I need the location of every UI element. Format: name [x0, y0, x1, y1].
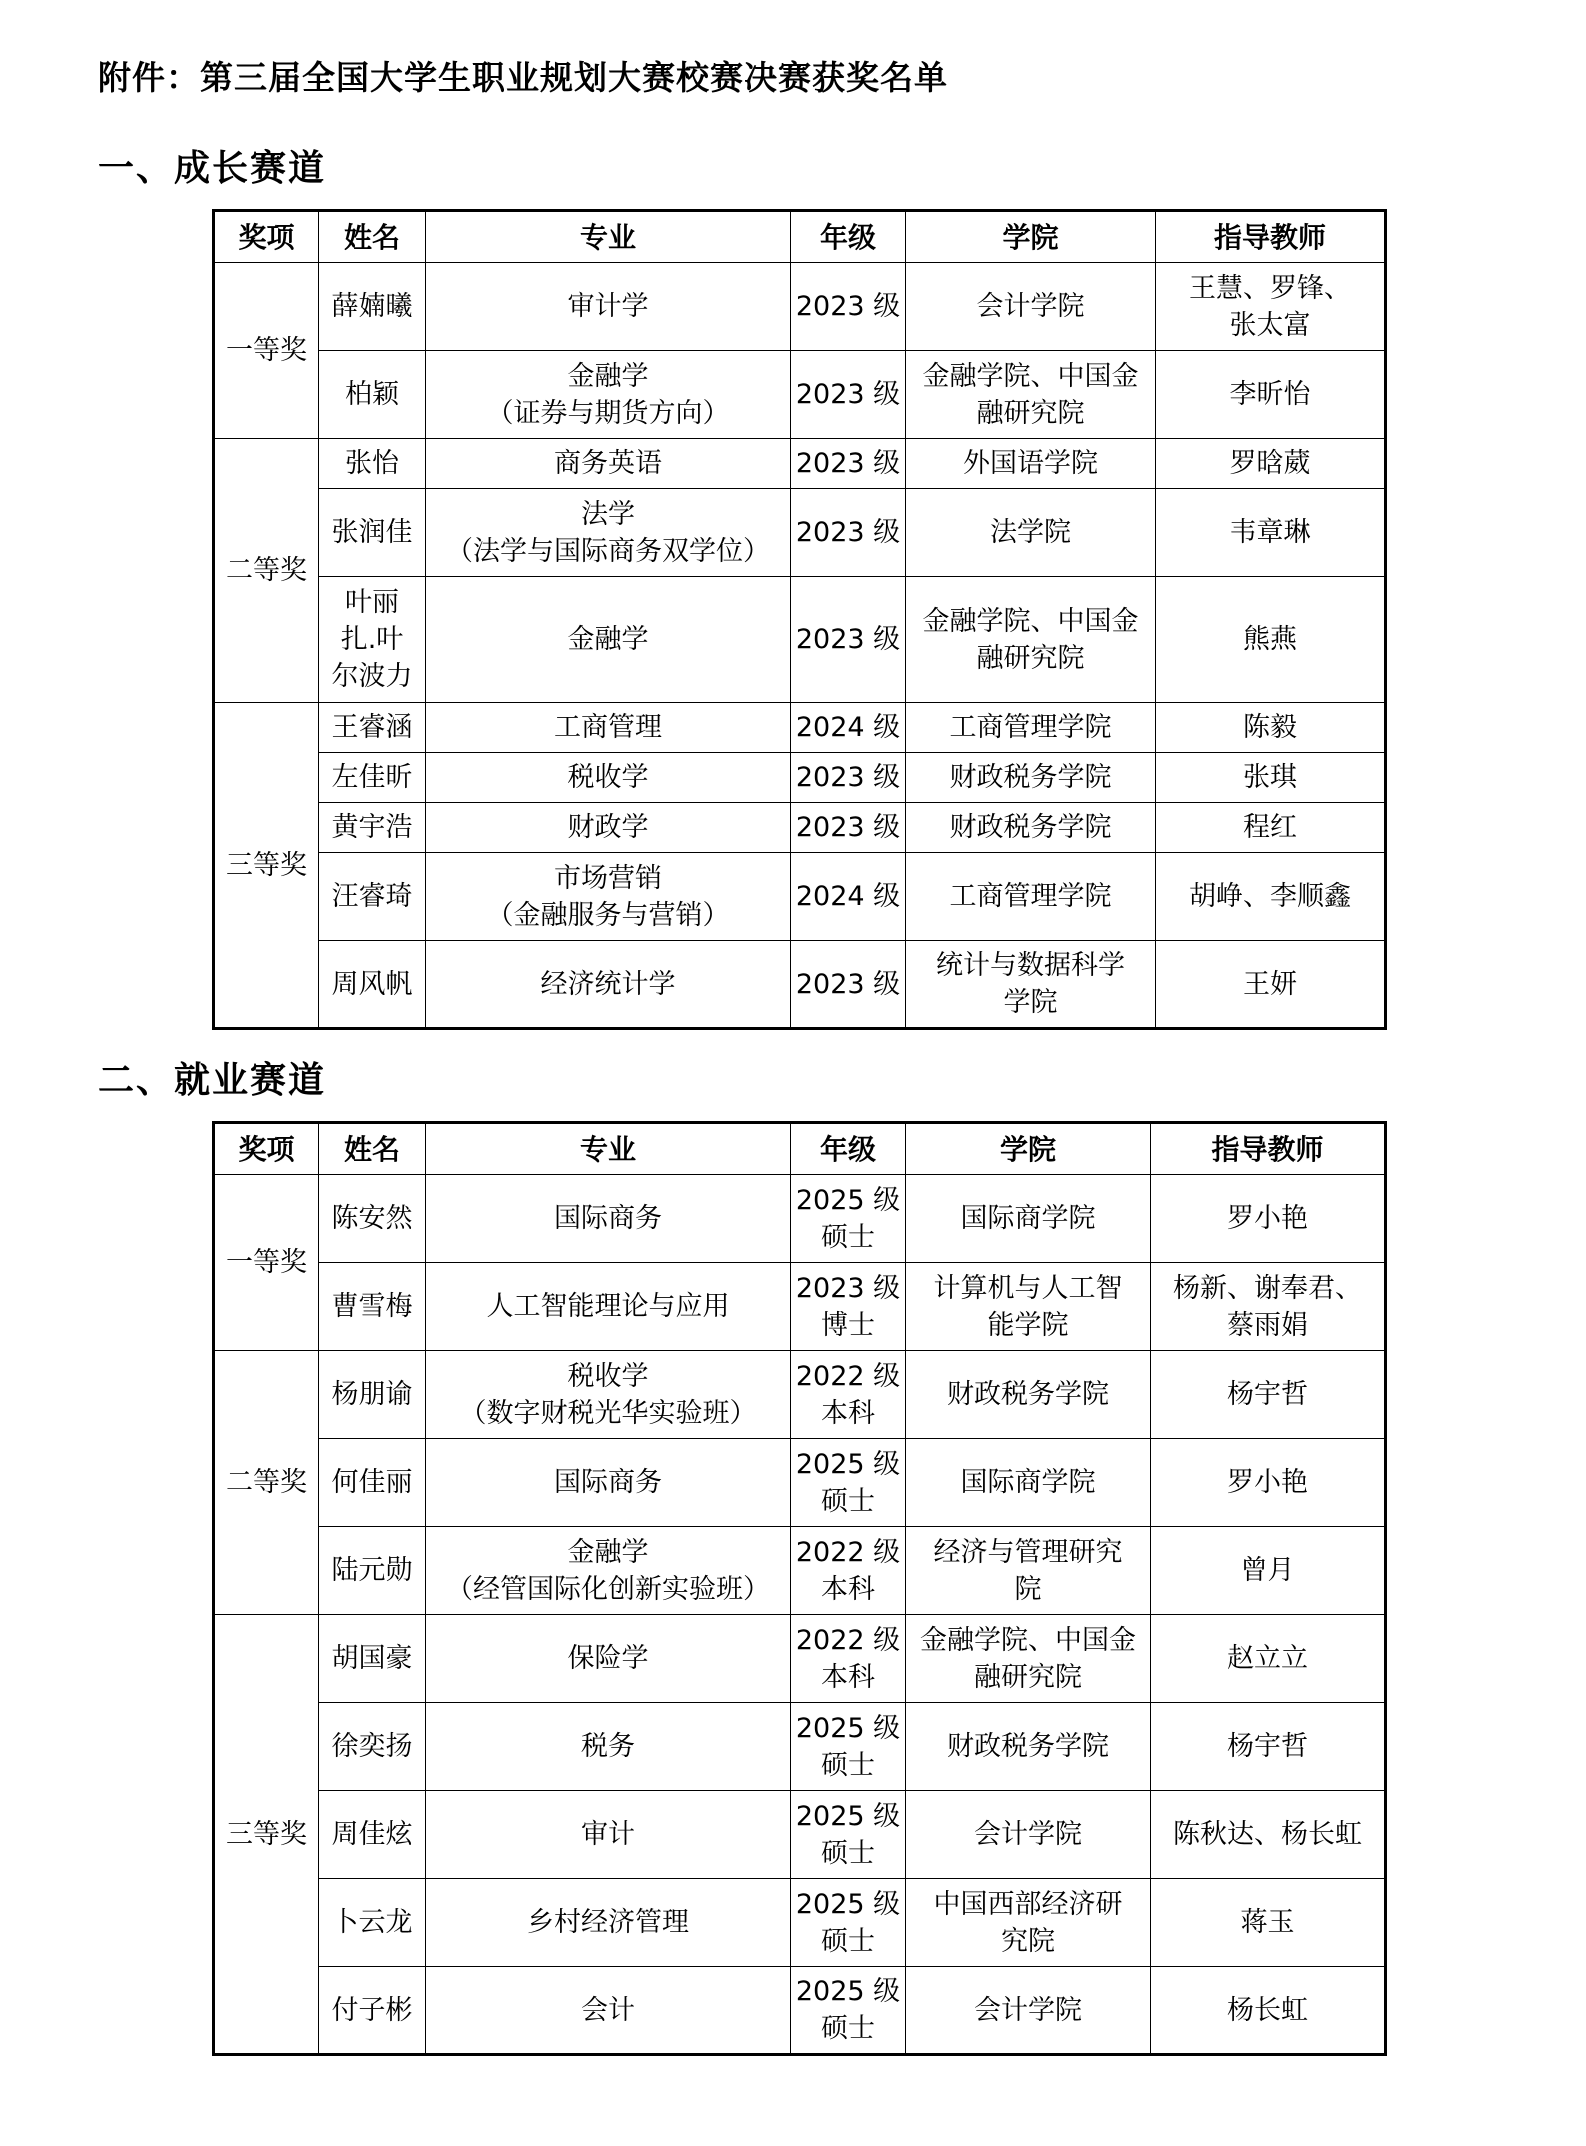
college-cell	[906, 1175, 1151, 1263]
table-row	[214, 1263, 1386, 1351]
name-cell	[319, 351, 426, 439]
cell-line: 财政税务学院	[949, 812, 1112, 843]
cell-line: 中国西部经济研	[933, 1888, 1123, 1920]
major-cell	[426, 753, 791, 803]
table-row	[214, 577, 1386, 703]
college-cell	[906, 853, 1156, 941]
cell-line: 本科	[821, 1397, 875, 1429]
cell-line: 2023 级	[795, 1272, 901, 1304]
cell-line: 蔡雨娟	[1227, 1309, 1308, 1341]
cell-line: 王慧、罗锋、	[1189, 272, 1351, 304]
name-cell	[319, 1527, 426, 1615]
cell-line: 杨宇哲	[1227, 1731, 1308, 1762]
cell-line: 审计学	[567, 291, 649, 322]
award-level-cell: 二等奖	[214, 1351, 319, 1615]
name-cell	[319, 1175, 426, 1263]
cell-line: 2022 级	[795, 1360, 901, 1392]
advisor-cell	[1151, 1967, 1386, 2055]
cell-line: 财政税务学院	[947, 1379, 1109, 1410]
cell-line: 杨宇哲	[1227, 1379, 1308, 1410]
table-row	[214, 703, 1386, 753]
column-header: 姓名	[319, 1123, 426, 1175]
employment-track-table	[212, 1121, 1387, 2056]
cell-line: 乡村经济管理	[527, 1907, 689, 1938]
grade-cell	[791, 1527, 906, 1615]
cell-line: 金融学	[567, 1536, 649, 1568]
grade-cell	[791, 703, 906, 753]
cell-line: 税收学	[567, 762, 649, 793]
college-cell	[906, 803, 1156, 853]
cell-line: 国际商学院	[960, 1203, 1096, 1234]
cell-line: （证券与期货方向）	[486, 397, 730, 429]
table-row	[214, 1791, 1386, 1879]
cell-line: 2022 级	[795, 1536, 901, 1568]
grade-cell	[791, 1703, 906, 1791]
cell-line: 计算机与人工智	[933, 1272, 1123, 1304]
cell-line: 韦章琳	[1229, 517, 1311, 548]
college-cell	[906, 439, 1156, 489]
cell-line: 胡峥、李顺鑫	[1189, 881, 1351, 912]
name-cell	[319, 853, 426, 941]
major-cell	[426, 1879, 791, 1967]
major-cell	[426, 577, 791, 703]
cell-line: 硕士	[821, 1925, 875, 1957]
cell-line: 外国语学院	[963, 448, 1098, 479]
name-cell	[319, 489, 426, 577]
cell-line: 周风帆	[331, 968, 413, 1000]
cell-line: 杨长虹	[1227, 1994, 1308, 2026]
college-cell	[906, 351, 1156, 439]
advisor-cell	[1151, 1703, 1386, 1791]
table-row	[214, 1703, 1386, 1791]
cell-line: 法学院	[990, 517, 1071, 548]
college-cell	[906, 263, 1156, 351]
advisor-cell	[1156, 941, 1386, 1029]
cell-line: 付子彬	[331, 1994, 413, 2026]
major-cell	[426, 1703, 791, 1791]
cell-line: 程红	[1243, 812, 1297, 843]
grade-cell	[791, 489, 906, 577]
grade-cell	[791, 1791, 906, 1879]
section-heading-growth: 一、成长赛道	[98, 148, 327, 189]
table-row	[214, 1615, 1386, 1703]
cell-line: 金融学	[567, 360, 649, 392]
advisor-cell	[1151, 1175, 1386, 1263]
column-header: 年级	[791, 211, 906, 263]
table-row	[214, 439, 1386, 489]
major-cell	[426, 1791, 791, 1879]
cell-line: 学院	[1003, 987, 1058, 1018]
cell-line: 张琪	[1243, 762, 1297, 793]
cell-line: （法学与国际商务双学位）	[446, 535, 770, 567]
cell-line: 审计	[581, 1819, 635, 1850]
cell-line: 国际商学院	[960, 1467, 1096, 1498]
name-cell	[319, 1791, 426, 1879]
cell-line: 王睿涵	[331, 712, 413, 743]
table-row	[214, 853, 1386, 941]
table-row	[214, 753, 1386, 803]
table-row	[214, 1967, 1386, 2055]
grade-cell	[791, 1175, 906, 1263]
advisor-cell	[1156, 853, 1386, 941]
advisor-cell	[1151, 1879, 1386, 1967]
table-row	[214, 1175, 1386, 1263]
cell-line: 融研究院	[976, 397, 1085, 429]
advisor-cell	[1156, 263, 1386, 351]
major-cell	[426, 703, 791, 753]
cell-line: 曹雪梅	[331, 1291, 413, 1322]
advisor-cell	[1156, 577, 1386, 703]
cell-line: 法学	[581, 498, 635, 530]
college-cell	[906, 1967, 1151, 2055]
cell-line: 2025 级	[795, 1712, 901, 1744]
major-cell	[426, 803, 791, 853]
major-cell	[426, 941, 791, 1029]
cell-line: 罗小艳	[1227, 1203, 1308, 1234]
cell-line: 2022 级	[795, 1624, 901, 1656]
cell-line: 罗小艳	[1227, 1467, 1308, 1498]
award-level-cell: 三等奖	[214, 1615, 319, 2055]
cell-line: 统计与数据科学	[936, 950, 1125, 981]
column-header: 专业	[426, 211, 791, 263]
grade-cell	[791, 803, 906, 853]
cell-line: 金融学	[567, 624, 649, 655]
cell-line: 经济统计学	[540, 968, 676, 1000]
grade-cell	[791, 1967, 906, 2055]
cell-line: 扎.叶	[340, 624, 404, 655]
award-level-cell: 二等奖	[214, 439, 319, 703]
name-cell	[319, 1967, 426, 2055]
college-cell	[906, 1791, 1151, 1879]
advisor-cell	[1156, 803, 1386, 853]
cell-line: 罗晗葳	[1229, 448, 1311, 479]
column-header: 指导教师	[1151, 1123, 1386, 1175]
cell-line: 本科	[821, 1573, 875, 1605]
cell-line: 陈毅	[1243, 712, 1297, 743]
cell-line: 会计学院	[974, 1994, 1082, 2026]
column-header: 奖项	[214, 211, 319, 263]
cell-line: 李昕怡	[1229, 379, 1311, 410]
cell-line: 2023 级	[795, 448, 901, 479]
cell-line: 2023 级	[795, 762, 901, 793]
cell-line: 柏颖	[345, 379, 399, 410]
cell-line: 何佳丽	[331, 1467, 413, 1498]
college-cell	[906, 489, 1156, 577]
table-row	[214, 489, 1386, 577]
cell-line: 院	[1014, 1573, 1042, 1605]
name-cell	[319, 1263, 426, 1351]
college-cell	[906, 753, 1156, 803]
advisor-cell	[1156, 753, 1386, 803]
cell-line: 叶丽	[345, 587, 399, 618]
cell-line: 硕士	[821, 1485, 875, 1517]
college-cell	[906, 1879, 1151, 1967]
column-header: 学院	[906, 211, 1156, 263]
name-cell	[319, 263, 426, 351]
advisor-cell	[1151, 1263, 1386, 1351]
cell-line: 2024 级	[795, 712, 901, 743]
cell-line: 税务	[581, 1731, 635, 1762]
name-cell	[319, 1351, 426, 1439]
major-cell	[426, 489, 791, 577]
cell-line: （数字财税光华实验班）	[459, 1397, 757, 1429]
column-header: 姓名	[319, 211, 426, 263]
college-cell	[906, 1615, 1151, 1703]
cell-line: 融研究院	[974, 1661, 1082, 1693]
page-title: 附件：第三届全国大学生职业规划大赛校赛决赛获奖名单	[98, 58, 948, 97]
cell-line: 会计学院	[976, 291, 1085, 322]
table-row	[214, 1351, 1386, 1439]
advisor-cell	[1151, 1791, 1386, 1879]
cell-line: 陆元勋	[331, 1555, 413, 1586]
name-cell	[319, 1703, 426, 1791]
cell-line: 2024 级	[795, 881, 901, 912]
cell-line: 商务英语	[554, 448, 662, 479]
table-row	[214, 803, 1386, 853]
major-cell	[426, 1439, 791, 1527]
growth-track-table	[212, 209, 1387, 1030]
cell-line: 蒋玉	[1240, 1907, 1295, 1938]
cell-line: 会计学院	[974, 1819, 1082, 1850]
cell-line: 本科	[821, 1661, 875, 1693]
award-level-cell: 三等奖	[214, 703, 319, 1029]
name-cell	[319, 1879, 426, 1967]
advisor-cell	[1156, 351, 1386, 439]
major-cell	[426, 351, 791, 439]
grade-cell	[791, 941, 906, 1029]
cell-line: 2023 级	[795, 968, 901, 1000]
cell-line: 市场营销	[554, 862, 662, 894]
major-cell	[426, 1175, 791, 1263]
cell-line: 经济与管理研究	[933, 1536, 1123, 1568]
cell-line: 胡国豪	[331, 1643, 413, 1674]
college-cell	[906, 577, 1156, 703]
major-cell	[426, 1263, 791, 1351]
cell-line: 2025 级	[795, 1800, 901, 1832]
grade-cell	[791, 753, 906, 803]
name-cell	[319, 703, 426, 753]
cell-line: 国际商务	[554, 1467, 662, 1498]
table-row	[214, 941, 1386, 1029]
major-cell	[426, 263, 791, 351]
cell-line: 硕士	[821, 1749, 875, 1781]
cell-line: 会计	[581, 1994, 635, 2026]
cell-line: 2023 级	[795, 291, 901, 322]
college-cell	[906, 1439, 1151, 1527]
cell-line: 硕士	[821, 1221, 875, 1253]
cell-line: 人工智能理论与应用	[486, 1291, 730, 1322]
advisor-cell	[1156, 703, 1386, 753]
cell-line: 2023 级	[795, 517, 901, 548]
advisor-cell	[1151, 1351, 1386, 1439]
cell-line: 2023 级	[795, 624, 901, 655]
major-cell	[426, 853, 791, 941]
cell-line: 金融学院、中国金	[922, 360, 1139, 392]
cell-line: 融研究院	[976, 642, 1085, 674]
advisor-cell	[1151, 1615, 1386, 1703]
major-cell	[426, 1967, 791, 2055]
cell-line: 工商管理	[554, 712, 662, 743]
award-level-cell: 一等奖	[214, 263, 319, 439]
cell-line: 2023 级	[795, 379, 901, 410]
cell-line: 曾月	[1240, 1555, 1295, 1586]
grade-cell	[791, 263, 906, 351]
grade-cell	[791, 1351, 906, 1439]
cell-line: （经管国际化创新实验班）	[446, 1573, 770, 1605]
cell-line: 2025 级	[795, 1976, 901, 2007]
name-cell	[319, 1615, 426, 1703]
table-row	[214, 1527, 1386, 1615]
name-cell	[319, 753, 426, 803]
cell-line: 国际商务	[554, 1203, 662, 1234]
section-heading-employment: 二、就业赛道	[98, 1060, 327, 1101]
table-row	[214, 1879, 1386, 1967]
table-row	[214, 1439, 1386, 1527]
cell-line: 左佳昕	[331, 762, 413, 793]
grade-cell	[791, 1879, 906, 1967]
cell-line: 赵立立	[1227, 1643, 1308, 1674]
major-cell	[426, 439, 791, 489]
name-cell	[319, 577, 426, 703]
cell-line: 张怡	[345, 448, 399, 479]
grade-cell	[791, 853, 906, 941]
column-header: 专业	[426, 1123, 791, 1175]
name-cell	[319, 803, 426, 853]
college-cell	[906, 1703, 1151, 1791]
cell-line: 熊燕	[1243, 624, 1297, 655]
advisor-cell	[1156, 439, 1386, 489]
table-row	[214, 263, 1386, 351]
advisor-cell	[1151, 1527, 1386, 1615]
major-cell	[426, 1615, 791, 1703]
major-cell	[426, 1351, 791, 1439]
cell-line: 张太富	[1229, 309, 1311, 341]
grade-cell	[791, 351, 906, 439]
grade-cell	[791, 439, 906, 489]
cell-line: 博士	[821, 1309, 875, 1341]
cell-line: 汪睿琦	[331, 881, 413, 912]
cell-line: 工商管理学院	[949, 712, 1112, 743]
cell-line: 王妍	[1243, 968, 1297, 1000]
college-cell	[906, 941, 1156, 1029]
advisor-cell	[1156, 489, 1386, 577]
cell-line: 金融学院、中国金	[922, 605, 1139, 637]
cell-line: 薛婻曦	[331, 291, 413, 322]
advisor-cell	[1151, 1439, 1386, 1527]
major-cell	[426, 1527, 791, 1615]
cell-line: 硕士	[821, 1837, 875, 1869]
grade-cell	[791, 1263, 906, 1351]
cell-line: 硕士	[821, 2013, 875, 2044]
cell-line: 尔波力	[331, 661, 413, 692]
cell-line: 陈安然	[331, 1203, 413, 1234]
cell-line: 杨新、谢奉君、	[1173, 1272, 1362, 1304]
cell-line: 财政学	[567, 812, 649, 843]
grade-cell	[791, 1615, 906, 1703]
cell-line: 2025 级	[795, 1184, 901, 1216]
cell-line: 金融学院、中国金	[920, 1624, 1136, 1656]
college-cell	[906, 1527, 1151, 1615]
cell-line: 财政税务学院	[947, 1731, 1109, 1762]
cell-line: 税收学	[567, 1360, 649, 1392]
name-cell	[319, 1439, 426, 1527]
award-level-cell: 一等奖	[214, 1175, 319, 1351]
cell-line: 卜云龙	[331, 1907, 413, 1938]
cell-line: 财政税务学院	[949, 762, 1112, 793]
cell-line: 2025 级	[795, 1448, 901, 1480]
cell-line: 工商管理学院	[949, 881, 1112, 912]
cell-line: 保险学	[567, 1643, 649, 1674]
name-cell	[319, 439, 426, 489]
college-cell	[906, 703, 1156, 753]
cell-line: 能学院	[987, 1309, 1069, 1341]
cell-line: 张润佳	[331, 517, 413, 548]
cell-line: 徐奕扬	[331, 1731, 413, 1762]
cell-line: 究院	[1001, 1925, 1055, 1957]
cell-line: 2023 级	[795, 812, 901, 843]
cell-line: 陈秋达、杨长虹	[1173, 1819, 1362, 1850]
grade-cell	[791, 577, 906, 703]
name-cell	[319, 941, 426, 1029]
grade-cell	[791, 1439, 906, 1527]
cell-line: （金融服务与营销）	[486, 899, 730, 931]
cell-line: 杨朋谕	[331, 1379, 413, 1410]
cell-line: 黄宇浩	[331, 812, 413, 843]
column-header: 指导教师	[1156, 211, 1386, 263]
table-row	[214, 351, 1386, 439]
column-header: 学院	[906, 1123, 1151, 1175]
cell-line: 周佳炫	[331, 1819, 413, 1850]
college-cell	[906, 1263, 1151, 1351]
column-header: 奖项	[214, 1123, 319, 1175]
college-cell	[906, 1351, 1151, 1439]
column-header: 年级	[791, 1123, 906, 1175]
cell-line: 2025 级	[795, 1888, 901, 1920]
